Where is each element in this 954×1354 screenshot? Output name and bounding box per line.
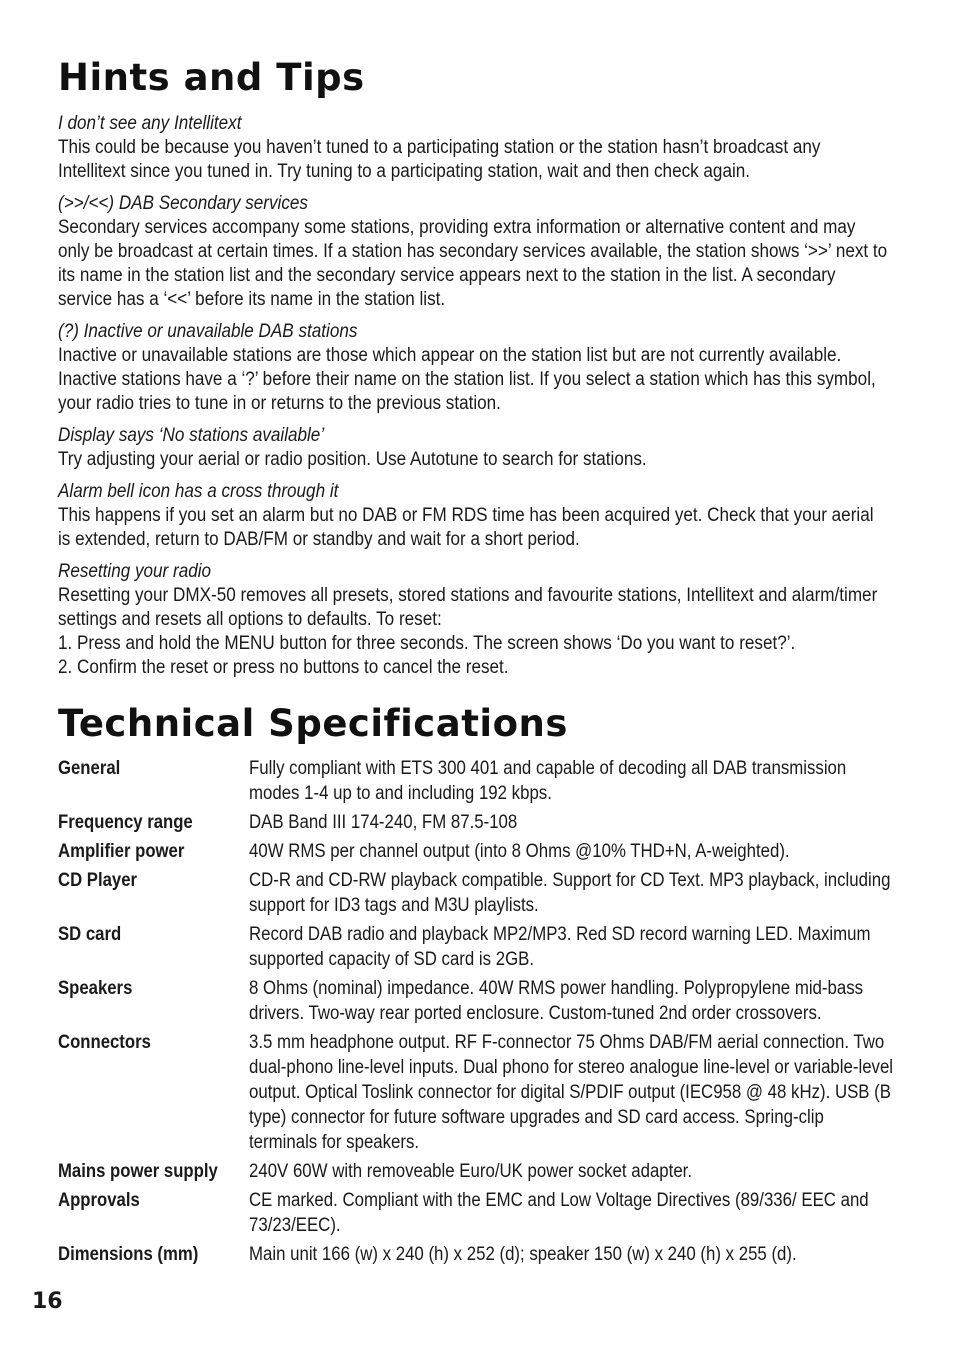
- spec-value: CD-R and CD-RW playback compatible. Support for CD Text. MP3 playback, including support for ID3 tags and M3U playlists.: [249, 870, 891, 916]
- spec-row: [58, 839, 894, 864]
- spec-row: [58, 1188, 894, 1238]
- tip-item: [58, 320, 894, 416]
- spec-label: Mains power supply: [58, 1161, 218, 1182]
- spec-label: Speakers: [58, 978, 133, 999]
- hints-heading: Hints and Tips: [58, 56, 365, 99]
- tip-item: [58, 424, 894, 472]
- reset-steps: [58, 632, 891, 680]
- spec-row: [58, 868, 894, 918]
- spec-value: 40W RMS per channel output (into 8 Ohms @10% THD+N, A-weighted).: [249, 841, 790, 862]
- spec-row: [58, 1159, 894, 1184]
- tip-body: Try adjusting your aerial or radio position. Use Autotune to search for stations.: [58, 449, 647, 470]
- spec-label: Approvals: [58, 1190, 140, 1211]
- spec-value: Record DAB radio and playback MP2/MP3. Red SD record warning LED. Maximum supported capacity of SD card is 2GB.: [249, 924, 871, 970]
- spec-label: Connectors: [58, 1032, 151, 1053]
- spec-row: [58, 1030, 894, 1155]
- spec-value: DAB Band III 174-240, FM 87.5-108: [249, 812, 518, 833]
- page-number: 16: [32, 1289, 63, 1314]
- tip-body: This could be because you haven’t tuned to a participating station or the station hasn’t broadcast any Intellitext since you tuned in. Try tuning to a participating station, wait and then check again.: [58, 137, 821, 182]
- spec-value: 8 Ohms (nominal) impedance. 40W RMS power handling. Polypropylene mid-bass drivers. Two-way rear ported enclosure. Custom-tuned 2nd order crossovers.: [249, 978, 864, 1024]
- tip-title: I don’t see any Intellitext: [58, 113, 242, 134]
- tip-title: (>>/<<) DAB Secondary services: [58, 193, 308, 214]
- spec-value: 3.5 mm headphone output. RF F-connector 75 Ohms DAB/FM aerial connection. Two dual-phono line-level inputs. Dual phono for stereo analogue line-level or variable-level output. Optical Toslink connector for digital S/PDIF output (IEC958 @ 48 kHz). USB (B type) connector for future software upgrades and SD card access. Spring-clip terminals for speakers.: [249, 1032, 894, 1153]
- spec-row: [58, 756, 894, 806]
- tip-item: [58, 192, 894, 312]
- spec-label: General: [58, 758, 121, 779]
- tip-body: This happens if you set an alarm but no DAB or FM RDS time has been acquired yet. Check that your aerial is extended, return to DAB/FM or standby and wait for a short period.: [58, 505, 874, 550]
- spec-label: Frequency range: [58, 812, 193, 833]
- tip-title: Alarm bell icon has a cross through it: [58, 481, 339, 502]
- tip-title: Display says ‘No stations available’: [58, 425, 325, 446]
- tips-section: [58, 112, 894, 688]
- tip-body: Inactive or unavailable stations are those which appear on the station list but are not currently available. Inactive stations have a ‘?’ before their name on the station list. If you select a station which has this symbol, your radio tries to tune in or returns to the previous station.: [58, 345, 876, 414]
- tip-body: Resetting your DMX-50 removes all presets, stored stations and favourite stations, Intellitext and alarm/timer settings and resets all options to defaults. To reset:: [58, 585, 878, 630]
- reset-step: 1. Press and hold the MENU button for three seconds. The screen shows ‘Do you want to reset?’.: [58, 633, 796, 654]
- tip-title: (?) Inactive or unavailable DAB stations: [58, 321, 358, 342]
- reset-step: 2. Confirm the reset or press no buttons to cancel the reset.: [58, 657, 509, 678]
- spec-label: CD Player: [58, 870, 138, 891]
- tip-title: Resetting your radio: [58, 561, 212, 582]
- specs-table: [58, 756, 894, 1271]
- spec-row: [58, 1242, 894, 1267]
- spec-label: Dimensions (mm): [58, 1244, 199, 1265]
- tip-item: [58, 560, 894, 680]
- spec-value: 240V 60W with removeable Euro/UK power socket adapter.: [249, 1161, 693, 1182]
- spec-value: Main unit 166 (w) x 240 (h) x 252 (d); speaker 150 (w) x 240 (h) x 255 (d).: [249, 1244, 797, 1265]
- spec-value: CE marked. Compliant with the EMC and Low Voltage Directives (89/336/ EEC and 73/23/EEC).: [249, 1190, 869, 1236]
- spec-label: Amplifier power: [58, 841, 185, 862]
- tip-item: [58, 480, 894, 552]
- tip-item: [58, 112, 894, 184]
- tip-body: Secondary services accompany some stations, providing extra information or alternative content and may only be broadcast at certain times. If a station has secondary services available, the station shows ‘>>’ next to its name in the station list and the secondary service appears next to the station in the list. A secondary service has a ‘<<’ before its name in the station list.: [58, 217, 888, 310]
- spec-label: SD card: [58, 924, 122, 945]
- spec-value: Fully compliant with ETS 300 401 and capable of decoding all DAB transmission modes 1-4 up to and including 192 kbps.: [249, 758, 847, 804]
- spec-row: [58, 922, 894, 972]
- spec-row: [58, 810, 894, 835]
- tech-specs-heading: Technical Specifications: [58, 702, 568, 745]
- spec-row: [58, 976, 894, 1026]
